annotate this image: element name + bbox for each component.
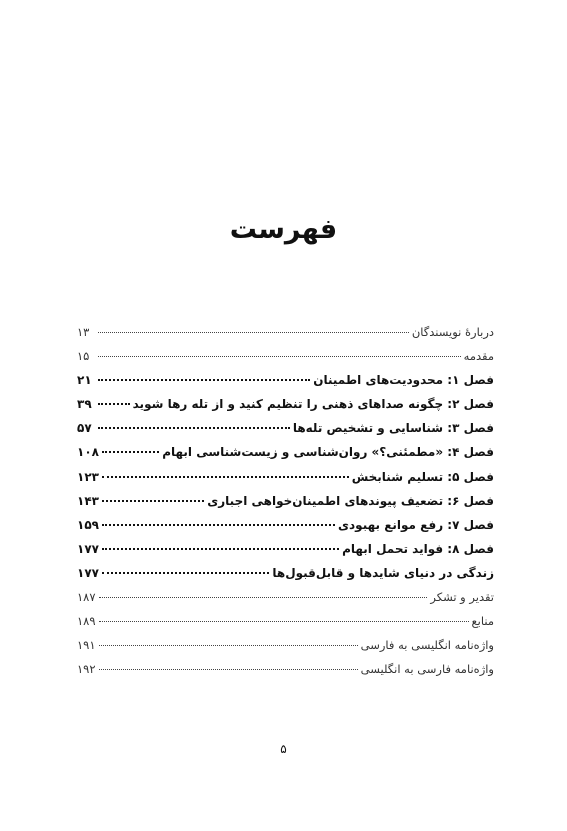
page-number: ۵: [280, 742, 287, 756]
toc-entry-title: فصل ۱: محدودیت‌های اطمینان: [313, 373, 494, 388]
toc-entry: [77, 416, 494, 440]
toc-entry-title: فصل ۴: «مطمئنی؟» روان‌شناسی و زیست‌شناسی ابهام: [162, 445, 494, 460]
dot-leader: [102, 572, 269, 574]
dot-leader: [98, 403, 130, 405]
dot-leader: [102, 524, 335, 526]
dot-leader: [99, 669, 358, 670]
toc-entry: [77, 368, 494, 392]
toc-entry-title: فصل ۵: تسلیم شنابخش: [351, 469, 494, 484]
table-of-contents: [77, 320, 494, 681]
toc-entry-page: ۱۲۳: [77, 469, 99, 484]
toc-entry-title: دربارهٔ نویسندگان: [411, 325, 494, 339]
toc-entry-title: واژه‌نامه انگلیسی به فارسی: [360, 638, 494, 653]
dot-leader: [98, 356, 461, 357]
toc-entry: [77, 513, 494, 537]
toc-entry-title: فصل ۳: شناسایی و تشخیص تله‌ها: [292, 421, 494, 436]
toc-entry-page: ۱۵۹: [77, 517, 99, 532]
toc-entry-title: منابع: [471, 614, 494, 629]
toc-entry-page: ۲۱: [77, 373, 92, 388]
dot-leader: [98, 332, 409, 333]
toc-entry-title: تقدیر و تشکر: [430, 590, 494, 605]
toc-entry-page: ۱۰۸: [77, 445, 99, 460]
dot-leader: [102, 500, 204, 502]
dot-leader: [102, 548, 339, 550]
dot-leader: [98, 427, 290, 429]
dot-leader: [102, 451, 159, 453]
toc-entry: [77, 440, 494, 464]
toc-entry: [77, 489, 494, 513]
dot-leader: [99, 645, 358, 646]
dot-leader: [102, 476, 349, 478]
toc-entry-title: زندگی در دنیای شایدها و قابل‌قبول‌ها: [272, 565, 494, 580]
toc-entry: [77, 657, 494, 681]
toc-entry-page: ۱۷۷: [77, 541, 99, 556]
toc-entry-page: ۱۷۷: [77, 565, 99, 580]
toc-entry: [77, 320, 494, 344]
dot-leader: [99, 621, 469, 622]
toc-entry-page: ۱۸۹: [77, 614, 96, 629]
toc-entry-title: فصل ۶: تضعیف پیوندهای اطمینان‌خواهی اجباری: [207, 493, 494, 508]
toc-entry: [77, 344, 494, 368]
toc-entry: [77, 465, 494, 489]
toc-entry: [77, 561, 494, 585]
toc-entry-page: ۱۴۳: [77, 493, 99, 508]
toc-entry: [77, 537, 494, 561]
toc-entry-title: فصل ۸: فواید تحمل ابهام: [342, 541, 494, 556]
toc-entry-page: ۱۵: [77, 349, 90, 364]
toc-entry: [77, 392, 494, 416]
toc-entry-page: ۱۹۱: [77, 638, 96, 653]
toc-entry-page: ۱۳: [77, 325, 90, 339]
toc-entry-title: فصل ۲: چگونه صداهای ذهنی را تنظیم کنید و از تله رها شوید: [132, 397, 494, 412]
dot-leader: [99, 597, 428, 598]
page-title: فهرست: [229, 214, 338, 245]
toc-entry-page: ۱۸۷: [77, 590, 96, 605]
toc-entry-title: فصل ۷: رفع موانع بهبودی: [338, 517, 494, 532]
toc-entry-title: مقدمه: [463, 349, 494, 364]
toc-entry-title: واژه‌نامه فارسی به انگلیسی: [360, 662, 494, 677]
toc-entry: [77, 585, 494, 609]
toc-entry: [77, 633, 494, 657]
dot-leader: [98, 379, 310, 381]
toc-entry: [77, 609, 494, 633]
toc-entry-page: ۵۷: [77, 421, 92, 436]
toc-entry-page: ۱۹۲: [77, 662, 96, 677]
toc-entry-page: ۳۹: [77, 397, 92, 412]
